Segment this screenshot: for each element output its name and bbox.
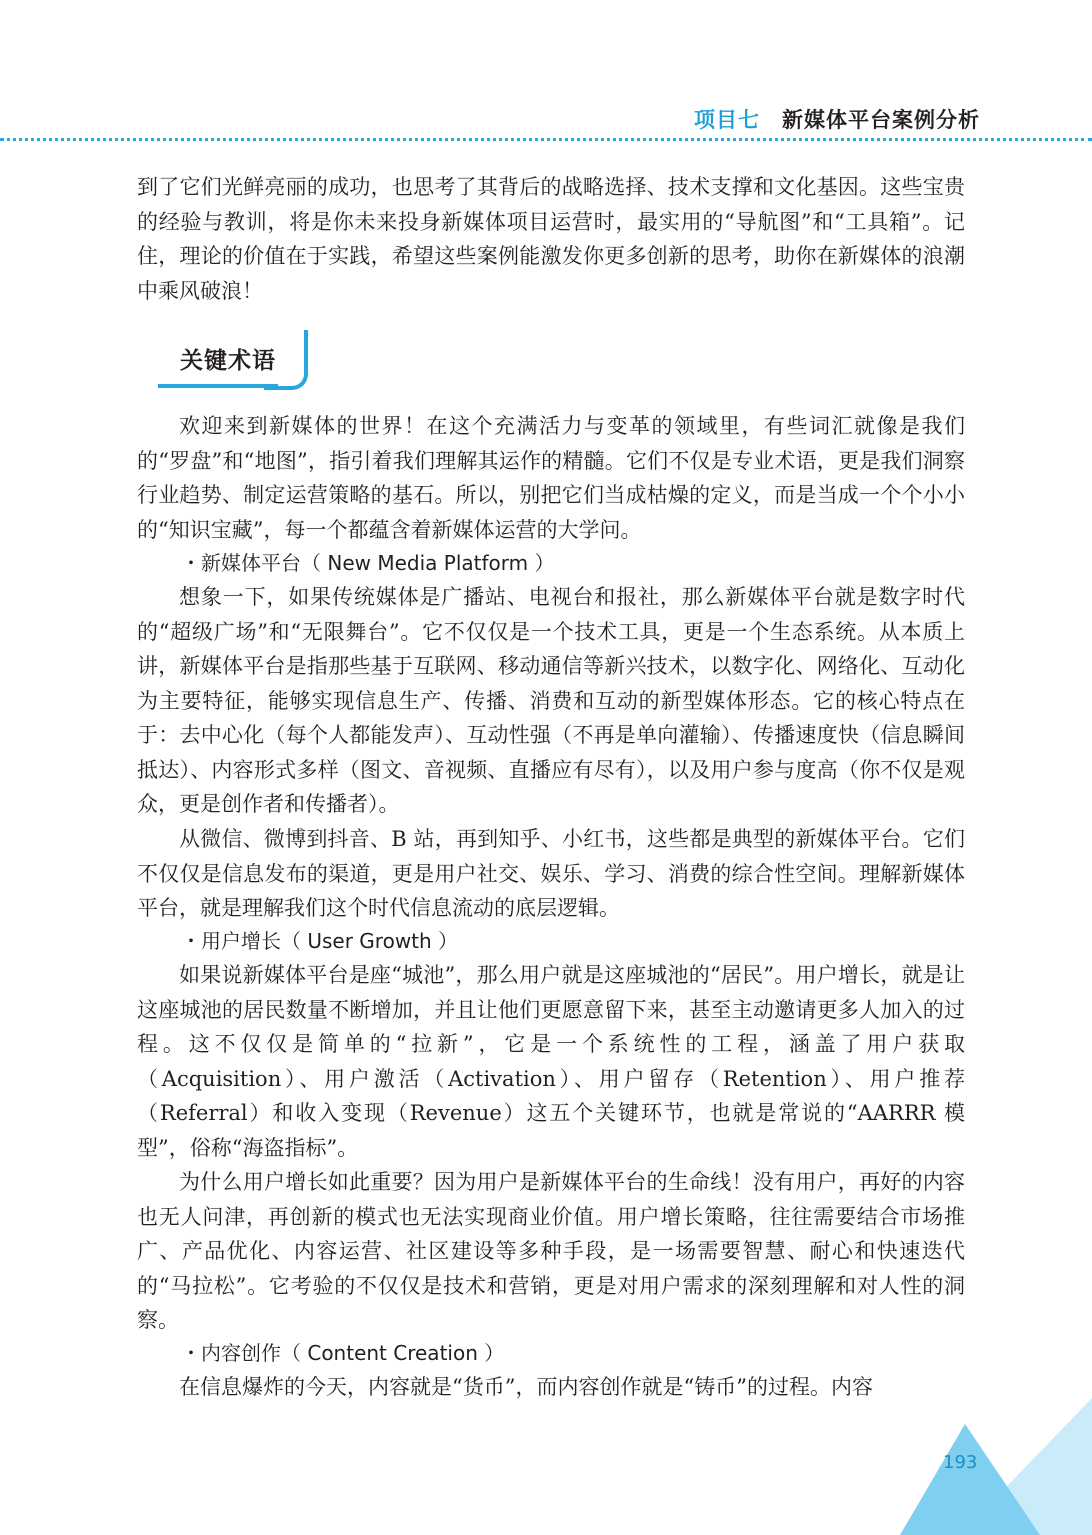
term-paragraph: 如果说新媒体平台是座“城池”，那么用户就是这座城池的“居民”。用户增长，就是让这座城池的居民数量不断增加，并且让他们更愿意留下来，甚至主动邀请更多人加入的过程。这不仅仅是简单的“拉新”，它是一个系统性的工程，涵盖了用户获取（Acquisition）、用户激活（Activation）、用户留存（Retention）、用户推荐（Referral）和收入变现（Revenue）这五个关键环节，也就是常说的“AARRR 模型”，俗称“海盗指标”。: [137, 963, 965, 1160]
term-title-content-creation: ・内容创作（ Content Creation ）: [181, 1341, 505, 1365]
term-paragraph: 从微信、微博到抖音、B 站，再到知乎、小红书，这些都是典型的新媒体平台。它们不仅仅是信息发布的渠道，更是用户社交、娱乐、学习、消费的综合性空间。理解新媒体平台，就是理解我们这个时代信息流动的底层逻辑。: [137, 827, 965, 920]
term-paragraph: 在信息爆炸的今天，内容就是“货币”，而内容创作就是“铸币”的过程。内容: [179, 1375, 873, 1399]
project-label: 项目七: [694, 108, 760, 132]
term-paragraph: 想象一下，如果传统媒体是广播站、电视台和报社，那么新媒体平台就是数字时代的“超级广场”和“无限舞台”。它不仅仅是一个技术工具，更是一个生态系统。从本质上讲，新媒体平台是指那些基于互联网、移动通信等新兴技术，以数字化、网络化、互动化为主要特征，能够实现信息生产、传播、消费和互动的新型媒体形态。它的核心特点在于：去中心化（每个人都能发声）、互动性强（不再是单向灌输）、传播速度快（信息瞬间抵达）、内容形式多样（图文、音视频、直播应有尽有），以及用户参与度高（你不仅是观众，更是创作者和传播者）。: [137, 585, 965, 816]
intro-continuation-paragraph: 到了它们光鲜亮丽的成功，也思考了其背后的战略选择、技术支撑和文化基因。这些宝贵的经验与教训，将是你未来投身新媒体项目运营时，最实用的“导航图”和“工具箱”。记住，理论的价值在于实践，希望这些案例能激发你更多创新的思考，助你在新媒体的浪潮中乘风破浪！: [137, 175, 965, 303]
section-intro-paragraph: 欢迎来到新媒体的世界！在这个充满活力与变革的领域里，有些词汇就像是我们的“罗盘”和“地图”，指引着我们理解其运作的精髓。它们不仅是专业术语，更是我们洞察行业趋势、制定运营策略的基石。所以，别把它们当成枯燥的定义，而是当成一个个小小的“知识宝藏”，每一个都蕴含着新媒体运营的大学问。: [137, 414, 965, 542]
section-heading: 关键术语: [180, 348, 276, 374]
term-paragraph: 为什么用户增长如此重要？因为用户是新媒体平台的生命线！没有用户，再好的内容也无人问津，再创新的模式也无法实现商业价值。用户增长策略，往往需要结合市场推广、产品优化、内容运营、社区建设等多种手段，是一场需要智慧、耐心和快速迭代的“马拉松”。它考验的不仅仅是技术和营销，更是对用户需求的深刻理解和对人性的洞察。: [137, 1170, 965, 1332]
term-title-new-media-platform: ・新媒体平台（ New Media Platform ）: [181, 551, 555, 575]
term-title-user-growth: ・用户增长（ User Growth ）: [181, 929, 459, 953]
chapter-title: 新媒体平台案例分析: [782, 108, 980, 132]
page-number: 193: [943, 1452, 978, 1473]
